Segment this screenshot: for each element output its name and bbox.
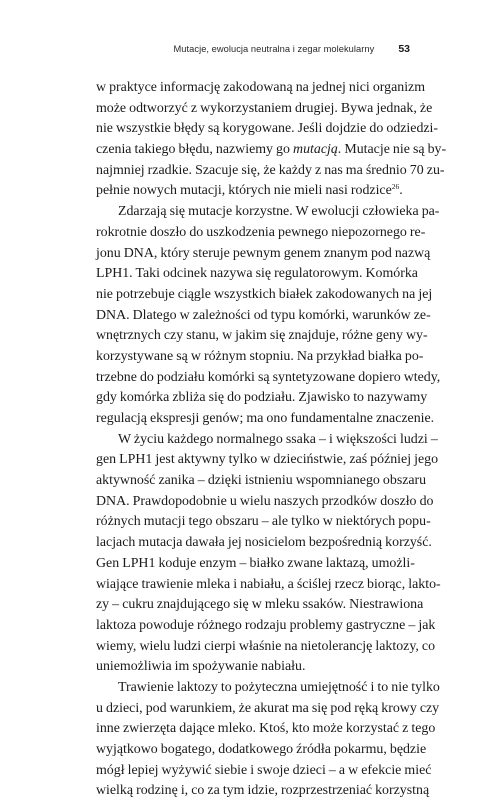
text-line-main: gdy komórka zbliża się do podziału. Zjawisko to nazywamy: [96, 390, 428, 406]
running-header: [96, 43, 410, 59]
text-line-main: aktywność zanika – dzięki istnieniu wspomnianego obszaru: [96, 473, 427, 489]
text-line-main: wiemy, wielu ludzi cierpi właśnie na nietolerancję laktozy, co: [96, 638, 436, 654]
text-line: [96, 575, 441, 596]
text-line: [96, 264, 418, 285]
text-line-tail: . Mutacje nie są by-: [337, 142, 447, 158]
text-line-main: najmniej rzadkie. Szacuje się, że każdy z nas ma średnio 70 zu-: [96, 162, 445, 178]
text-line-main: lacjach mutacja dawała jej nosicielom bezpośrednią korzyść.: [96, 535, 432, 551]
text-line: [96, 512, 431, 533]
text-line-main: w praktyce informację zakodowaną na jednej nici organizm: [96, 80, 426, 95]
text-line-main: Trawienie laktozy to pożyteczna umiejętność i to nie tylko: [118, 679, 440, 695]
text-line: [96, 99, 433, 120]
text-line-main: Gen LPH1 koduje enzym – białko zwane laktazą, umożli-: [96, 555, 415, 571]
text-line: [96, 409, 435, 430]
text-line: [96, 285, 433, 306]
text-line-main: czenia takiego błędu, nazwiemy go: [96, 142, 294, 158]
text-line-main: może odtworzyć z wykorzystaniem drugiej. Bywa jednak, że: [96, 100, 433, 116]
text-line: [96, 450, 439, 471]
text-line-main: nie potrzebuje ciągle wszystkich białek zakodowanych na jej: [96, 286, 433, 302]
text-line-main: u dzieci, pod warunkiem, że akurat ma się pod ręką krowy czy: [96, 700, 440, 716]
text-line: [96, 616, 436, 637]
text-line: [96, 223, 426, 244]
text-line: [96, 306, 431, 327]
text-line: [96, 119, 439, 140]
footnote-reference[interactable]: 26: [391, 182, 400, 192]
text-line-main: trzebne do podziału komórki są syntetyzowane dopiero wtedy,: [96, 369, 441, 385]
text-line-main: wiające trawienie mleka i nabiału, a ściślej rzecz biorąc, lakto-: [96, 576, 441, 592]
text-line: [96, 492, 434, 513]
text-line: [96, 140, 447, 161]
text-line-main: gen LPH1 jest aktywny tylko w dzieciństwie, zaś później jego: [96, 452, 439, 468]
text-line-main: LPH1. Taki odcinek nazywa się regulatorowym. Komórka: [96, 266, 418, 282]
text-line: [96, 181, 410, 202]
text-line: [96, 347, 424, 368]
text-line-main: regulacją ekspresji genów; ma ono fundamentalne znaczenie.: [96, 411, 435, 426]
text-line: [96, 678, 440, 699]
text-line-main: Zdarzają się mutacje korzystne. W ewolucji człowieka pa-: [118, 204, 440, 220]
text-line-main: wnętrznych czy stanu, w jakim się znajduje, różne geny wy-: [96, 328, 428, 344]
text-line-main: zy – cukru znajdującego się w mleku ssaków. Niestrawiona: [96, 597, 424, 613]
text-line-main: laktoza powoduje różnego rodzaju problemy gastryczne – jak: [96, 617, 436, 633]
text-line: [96, 657, 410, 678]
text-line-main: pełnie nowych mutacji, których nie mieli nasi rodzice: [96, 183, 392, 199]
text-line-main: inne zwierzęta dające mleko. Ktoś, kto może korzystać z tego: [96, 721, 436, 737]
running-title: Mutacje, ewolucja neutralna i zegar molekularny: [173, 44, 375, 54]
text-line: [96, 368, 441, 389]
text-line-main: korzystywane są w różnym stopniu. Na przykład białka po-: [96, 348, 424, 364]
text-line: [96, 699, 440, 720]
text-line: [96, 554, 415, 575]
text-line-main: różnych mutacji tego obszaru – ale tylko w niektórych popu-: [96, 514, 431, 530]
text-line: [96, 244, 431, 265]
text-line: [96, 533, 432, 554]
page-number: 53: [398, 43, 410, 55]
text-line: [96, 388, 428, 409]
text-line-main: nie wszystkie błędy są korygowane. Jeśli dojdzie do odziedzi-: [96, 121, 439, 137]
body-text: [96, 78, 447, 802]
text-line-main: rokrotnie doszło do uszkodzenia pewnego niepozornego re-: [96, 224, 426, 240]
text-line-main: uniemożliwia im spożywanie nabiału.: [96, 659, 306, 675]
text-line-main: DNA. Dlatego w zależności od typu komórki, warunków ze-: [96, 307, 431, 323]
text-line: [96, 719, 436, 740]
text-line-main: wyjątkowo bogatego, dodatkowego źródła pokarmu, będzie: [96, 742, 427, 757]
text-line: [96, 595, 424, 616]
text-line: [96, 430, 438, 451]
text-line: [96, 202, 440, 223]
text-line: [96, 781, 430, 802]
text-line-main: DNA. Prawdopodobnie u wielu naszych przodków doszło do: [96, 493, 434, 509]
text-line: [96, 761, 432, 782]
text-line: [96, 161, 445, 182]
text-line: [96, 471, 427, 492]
text-line: [96, 637, 436, 658]
text-line-tail: .: [399, 183, 403, 199]
text-line-main: W życiu każdego normalnego ssaka – i większości ludzi –: [118, 431, 438, 447]
text-line-main: wielką rodzinę i, co za tym idzie, rozprzestrzeniać korzystną: [96, 783, 430, 799]
text-line-main: jonu DNA, który steruje pewnym genem znanym pod nazwą: [96, 245, 431, 261]
text-line: [96, 740, 427, 761]
text-line: [96, 326, 428, 347]
text-line: [96, 78, 426, 99]
text-line-main: mógł lepiej wyżywić siebie i swoje dzieci – a w efekcie mieć: [96, 762, 432, 778]
emphasized-term: mutacją: [293, 142, 338, 158]
